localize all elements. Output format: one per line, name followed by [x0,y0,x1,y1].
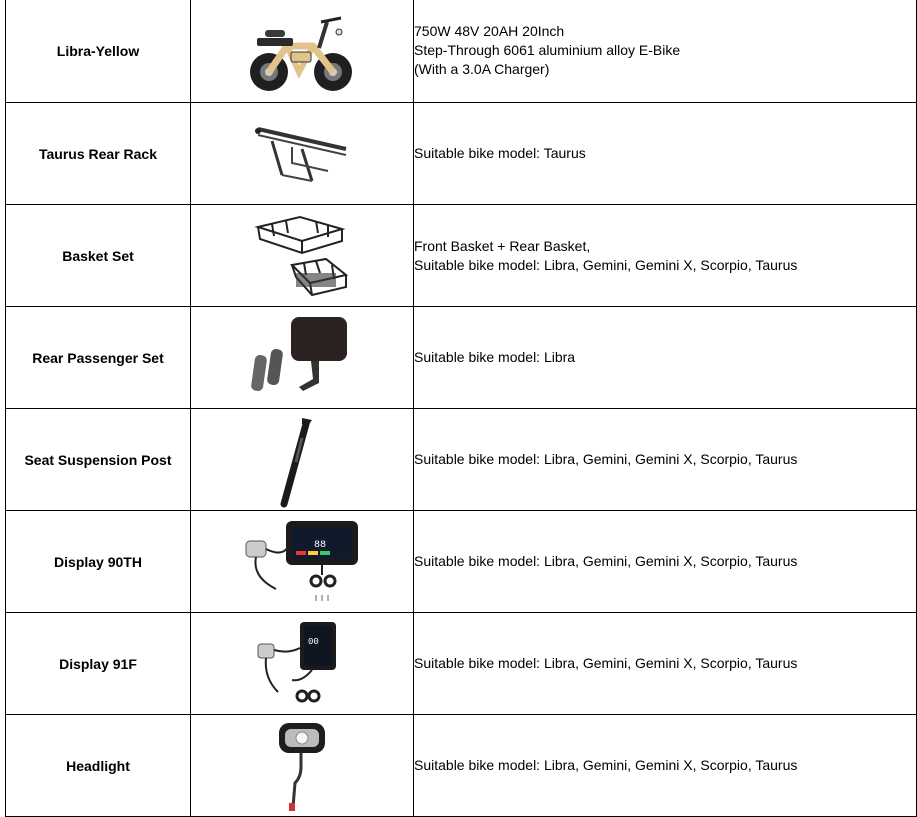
product-image-cell [191,307,414,409]
product-image-cell [191,103,414,205]
description-line: Front Basket + Rear Basket, [414,237,591,254]
display-90th-icon [242,517,362,607]
product-name: Display 90TH [6,511,191,613]
product-description [414,613,917,715]
table-row [6,307,917,409]
product-image-cell [191,715,414,817]
display-91f-icon [252,618,352,710]
product-name: Headlight [6,715,191,817]
product-image-cell [191,409,414,511]
product-image-cell [191,511,414,613]
yellow-ebike-icon [247,2,357,100]
table-row [6,103,917,205]
product-description [414,205,917,307]
table-row [6,0,917,103]
product-description [414,511,917,613]
product-table [5,0,917,817]
product-description [414,715,917,817]
description-line: Suitable bike model: Libra, Gemini, Gemini X, Scorpio, Taurus [414,655,798,671]
product-name: Basket Set [6,205,191,307]
table-row [6,205,917,307]
description-line: Suitable bike model: Libra, Gemini, Gemini X, Scorpio, Taurus [414,553,798,569]
product-name: Libra-Yellow [6,0,191,103]
seat-post-icon [272,412,332,508]
product-image-cell [191,205,414,307]
description-line: Suitable bike model: Libra, Gemini, Gemini X, Scorpio, Taurus [414,757,798,773]
product-image-cell [191,613,414,715]
product-name: Taurus Rear Rack [6,103,191,205]
headlight-icon [267,719,337,813]
product-description [414,307,917,409]
description-line: (With a 3.0A Charger) [414,61,550,77]
rear-rack-icon [252,119,352,189]
product-image-cell [191,0,414,103]
description-line: Suitable bike model: Libra, Gemini, Gemini X, Scorpio, Taurus [414,256,798,273]
description-line: Suitable bike model: Libra [414,349,576,365]
product-name: Seat Suspension Post [6,409,191,511]
description-line: Suitable bike model: Libra, Gemini, Gemini X, Scorpio, Taurus [414,451,798,467]
description-line: Suitable bike model: Taurus [414,145,586,161]
table-row [6,511,917,613]
table-row [6,613,917,715]
product-description [414,409,917,511]
display-readout: 00 [308,636,319,647]
product-description [414,0,917,103]
table-row [6,715,917,817]
description-line: Step-Through 6061 aluminium alloy E-Bike [414,42,681,58]
description-line: 750W 48V 20AH 20Inch [414,23,565,39]
product-name: Display 91F [6,613,191,715]
product-description [414,103,917,205]
display-readout: 88 [314,539,327,551]
basket-set-icon [252,213,352,299]
product-name: Rear Passenger Set [6,307,191,409]
table-row [6,409,917,511]
passenger-set-icon [247,313,357,403]
